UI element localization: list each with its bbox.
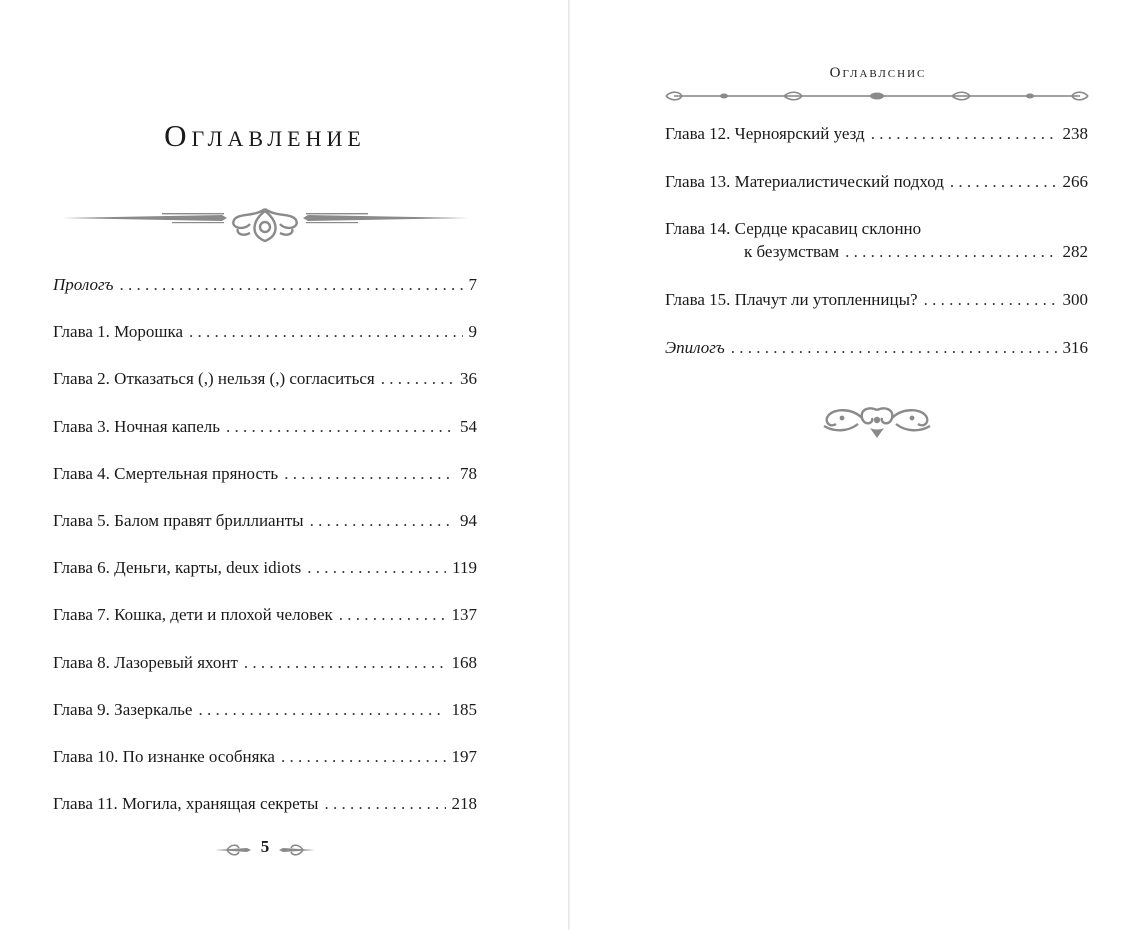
leader-dots [731, 336, 1057, 359]
entry-label: Глава 14. Сердце красавиц склонно [665, 219, 922, 238]
entry-label: Глава 2. Отказаться (,) нельзя (,) согласиться [53, 369, 375, 389]
leader-dots [924, 288, 1057, 311]
leader-dots [226, 415, 454, 438]
entry-page: 316 [1062, 337, 1088, 357]
leader-dots [198, 698, 445, 721]
toc-entry[interactable] [53, 462, 477, 509]
leader-dots [381, 367, 454, 390]
entry-page: 266 [1062, 171, 1088, 191]
entry-label: Глава 12. Черноярский уезд [665, 124, 865, 143]
entry-label: Глава 3. Ночная капель [53, 416, 220, 436]
entry-page: 197 [451, 746, 477, 766]
toc-entry[interactable] [53, 556, 477, 603]
entry-label: Глава 6. Деньги, карты, deux idiots [53, 558, 302, 578]
toc-entry[interactable] [53, 273, 477, 320]
leader-dots [189, 320, 462, 343]
entry-label: Глава 4. Смертельная пряность [53, 463, 279, 483]
entry-label: Глава 1. Морошка [53, 322, 184, 342]
entry-page: 9 [468, 322, 477, 342]
entry-page: 168 [451, 652, 477, 672]
entry-page: 94 [460, 510, 477, 530]
leader-dots [871, 122, 1057, 145]
toc-entry[interactable] [665, 122, 1088, 170]
entry-label: Глава 7. Кошка, дети и плохой человек [53, 605, 333, 625]
toc-list-left [53, 273, 477, 839]
toc-entry[interactable] [53, 745, 477, 792]
entry-page: 137 [451, 605, 477, 625]
leader-dots [845, 240, 1056, 263]
leader-dots [307, 556, 446, 579]
toc-entry[interactable] [53, 320, 477, 367]
entry-label: Глава 8. Лазоревый яхонт [53, 652, 238, 672]
leader-dots [281, 745, 446, 768]
title-ornament-icon [62, 203, 468, 249]
toc-entry[interactable] [53, 367, 477, 414]
leader-dots [244, 651, 446, 674]
entry-label: Глава 5. Балом правят бриллианты [53, 510, 304, 530]
entry-label-continuation: к безумствам [744, 242, 840, 261]
entry-label: Глава 11. Могила, хранящая секреты [53, 794, 319, 814]
toc-entry[interactable] [665, 217, 1088, 288]
page-folio [213, 833, 317, 863]
entry-second-line [665, 240, 1088, 263]
page-number: 5 [260, 837, 270, 856]
entry-label: Глава 15. Плачут ли утопленницы? [665, 290, 918, 309]
entry-page: 36 [460, 369, 477, 389]
page-title: Оглавление [164, 118, 366, 153]
entry-label: Прологъ [53, 275, 114, 294]
toc-entry[interactable] [665, 288, 1088, 336]
entry-label: Глава 10. По изнанке особняка [53, 746, 275, 766]
leader-dots [339, 603, 446, 626]
entry-page: 78 [460, 463, 477, 483]
entry-page: 54 [460, 416, 477, 436]
leader-dots [310, 509, 454, 532]
entry-page: 238 [1062, 124, 1088, 143]
running-head: Оглавлснис [829, 65, 927, 81]
toc-entry[interactable] [53, 415, 477, 462]
toc-entry[interactable] [53, 603, 477, 650]
toc-entry[interactable] [53, 509, 477, 556]
leader-dots [950, 170, 1057, 193]
toc-entry[interactable] [53, 698, 477, 745]
entry-page: 218 [451, 794, 477, 814]
left-page [0, 0, 568, 930]
entry-page: 7 [468, 275, 477, 294]
entry-label: Глава 13. Материалистический подход [665, 171, 944, 191]
toc-list-right [665, 122, 1088, 383]
entry-page: 300 [1062, 290, 1088, 309]
leader-dots [119, 273, 462, 296]
entry-label: Эпилогъ [665, 337, 725, 357]
leader-dots [324, 792, 445, 815]
toc-entry[interactable] [53, 651, 477, 698]
entry-page: 185 [451, 699, 477, 719]
toc-entry[interactable] [665, 336, 1088, 384]
entry-page: 282 [1062, 242, 1088, 261]
entry-first-line [665, 217, 1088, 240]
header-rule-ornament-icon [664, 88, 1090, 104]
entry-page: 119 [452, 558, 477, 578]
end-ornament-icon [818, 402, 936, 442]
toc-entry[interactable] [665, 170, 1088, 218]
entry-label: Глава 9. Зазеркалье [53, 699, 193, 719]
leader-dots [284, 462, 454, 485]
